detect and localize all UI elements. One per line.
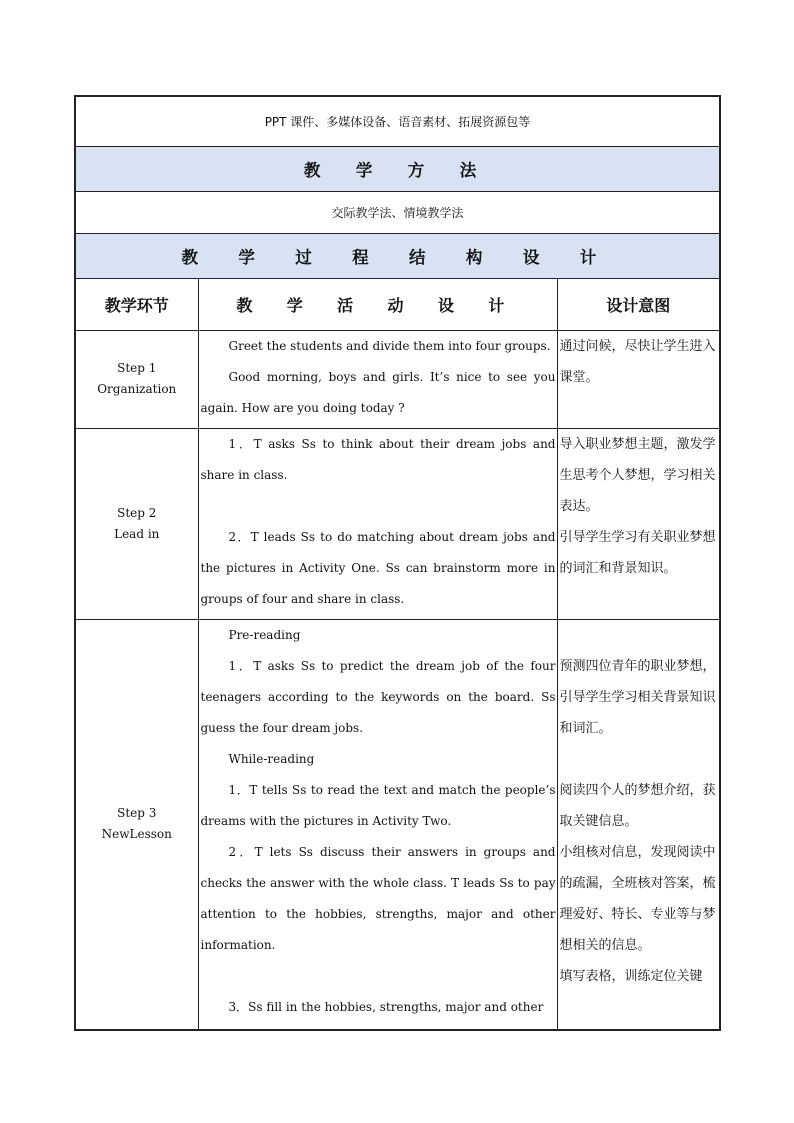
header-activity-label: 教 学 活 动 设 计 bbox=[236, 295, 519, 315]
intent-cell bbox=[557, 619, 720, 1030]
intent-line: 阅读四个人的梦想介绍，获取关键信息。 bbox=[559, 782, 716, 829]
step-sub: Organization bbox=[97, 382, 177, 396]
intent-cell bbox=[557, 330, 720, 428]
activity-line: Good morning, boys and girls. It’s nice to see you again. How are you doing today ? bbox=[200, 369, 556, 415]
intent-line: 导入职业梦想主题，激发学生思考个人梦想，学习相关表达。 bbox=[559, 436, 716, 514]
activity-line: 1．T asks Ss to think about their dream jobs and share in class. bbox=[200, 436, 556, 482]
activity-cell bbox=[198, 428, 557, 619]
activity-line: 2．T lets Ss discuss their answers in groups and checks the answer with the whole class. T leads Ss to pay attention to the hobbies, strengths, major and other information. bbox=[200, 844, 556, 952]
intent-line: 引导学生学习有关职业梦想的词汇和背景知识。 bbox=[559, 529, 716, 576]
intent-cell bbox=[557, 428, 720, 619]
activity-line: 1．T tells Ss to read the text and match the people’s dreams with the pictures in Activity Two. bbox=[200, 782, 556, 828]
structure-heading: 教 学 过 程 结 构 设 计 bbox=[181, 247, 614, 267]
activity-line: 1．T asks Ss to predict the dream job of the four teenagers according to the keywords on the board. Ss guess the four dream jobs. bbox=[200, 658, 556, 735]
activity-line: While-reading bbox=[228, 751, 315, 766]
table-row bbox=[75, 428, 720, 619]
step-sub: Lead in bbox=[114, 526, 160, 541]
methods-text: 交际教学法、情境教学法 bbox=[331, 205, 464, 220]
header-intent: 设计意图 bbox=[557, 278, 720, 330]
intent-line: 小组核对信息，发现阅读中的疏漏，全班核对答案，梳理爱好、特长、专业等与梦想相关的信息。 bbox=[559, 844, 716, 953]
step-name: Step 2 bbox=[117, 505, 157, 520]
step-cell bbox=[75, 428, 198, 619]
activity-line: Pre-reading bbox=[228, 627, 301, 642]
step-name: Step 1 bbox=[117, 361, 157, 375]
structure-heading-band bbox=[75, 233, 720, 278]
activity-cell bbox=[198, 619, 557, 1030]
step-cell bbox=[75, 619, 198, 1030]
step-sub: NewLesson bbox=[101, 827, 172, 841]
resources-cell bbox=[75, 96, 720, 146]
table-row bbox=[75, 619, 720, 1030]
activity-line: 3．Ss fill in the hobbies, strengths, major and other bbox=[228, 999, 544, 1014]
activity-cell bbox=[198, 330, 557, 428]
table-row bbox=[75, 330, 720, 428]
intent-line: 通过问候，尽快让学生进入课堂。 bbox=[559, 338, 716, 385]
activity-line: Greet the students and divide them into four groups. bbox=[228, 338, 551, 353]
activity-line: 2．T leads Ss to do matching about dream jobs and the pictures in Activity One. Ss can brainstorm more in groups of four and share in class. bbox=[200, 529, 556, 606]
resources-text: PPT 课件、多媒体设备、语音素材、拓展资源包等 bbox=[264, 114, 531, 129]
methods-heading-band bbox=[75, 146, 720, 191]
methods-cell bbox=[75, 191, 720, 233]
methods-heading: 教 学 方 法 bbox=[303, 160, 492, 180]
lesson-plan-table bbox=[74, 95, 719, 1014]
step-name: Step 3 bbox=[117, 806, 157, 820]
header-activity bbox=[198, 278, 557, 330]
header-stage: 教学环节 bbox=[75, 278, 198, 330]
intent-line: 预测四位青年的职业梦想，引导学生学习相关背景知识和词汇。 bbox=[559, 658, 716, 736]
step-cell bbox=[75, 330, 198, 428]
intent-line: 填写表格，训练定位关键 bbox=[559, 968, 703, 984]
